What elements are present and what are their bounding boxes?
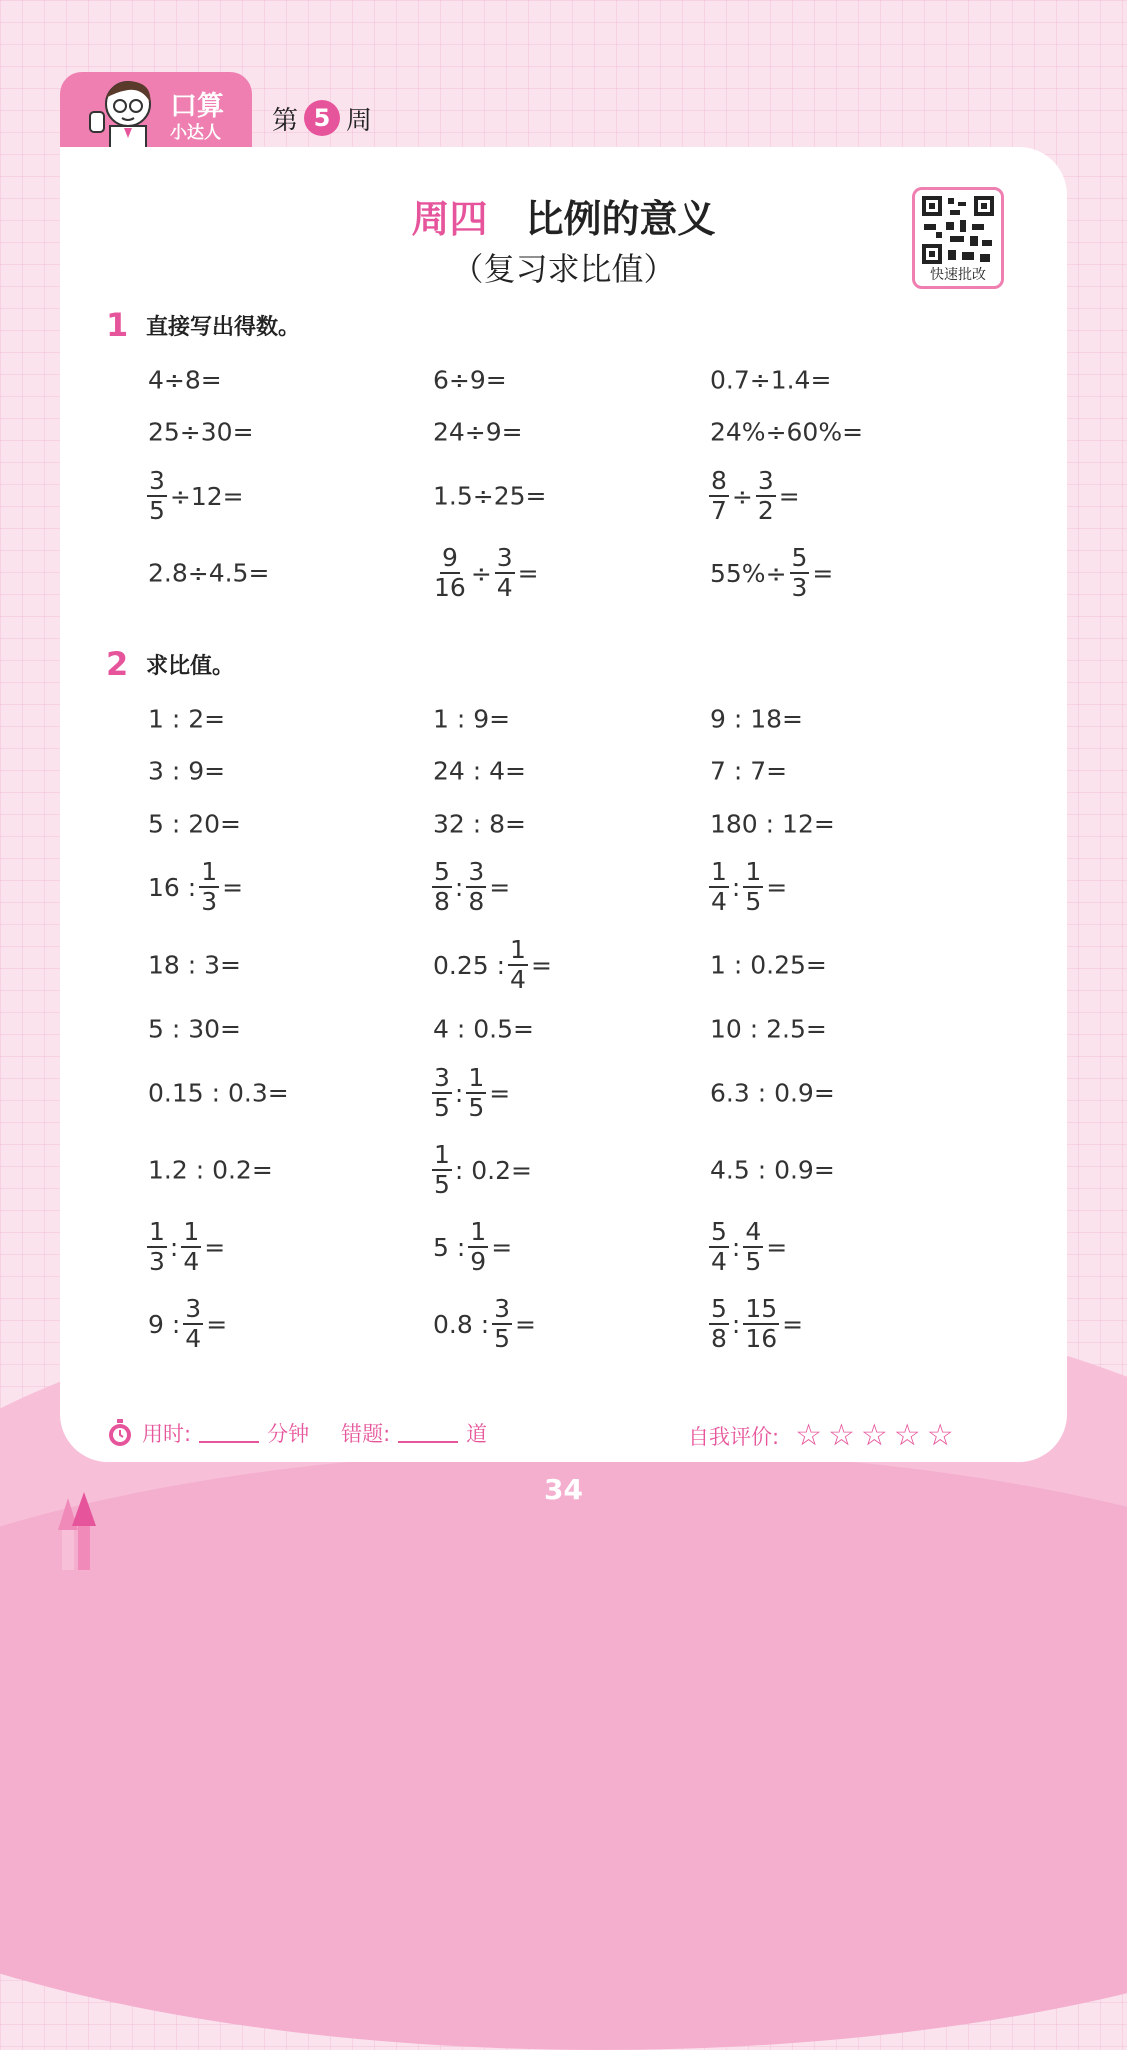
section2-problem[interactable] [431,705,512,734]
fraction-denominator: 5 [468,1093,485,1122]
expression-text: 0.8 : [433,1309,490,1339]
expression-text: ÷12= [169,481,244,511]
expression-text: 16 : [148,872,197,902]
expression-text: 10 : 2.5= [710,1014,827,1044]
star-icon[interactable]: ☆ [860,1418,888,1453]
expression-text: 1 : 0.25= [710,950,827,980]
section1-number: 1 [106,306,129,344]
expression-text: 4.5 : 0.9= [710,1155,835,1185]
section1-problem[interactable] [431,482,548,511]
fraction [756,467,776,525]
fraction-numerator: 1 [201,857,218,886]
fraction [199,858,219,916]
fraction-denominator: 2 [757,496,774,525]
fraction-denominator: 5 [434,1093,450,1122]
expression-text: : [169,1232,179,1262]
fraction-denominator: 5 [745,1247,762,1276]
fraction [790,544,810,602]
section2-problem[interactable] [708,858,789,916]
fraction [709,1218,729,1276]
section2-problem[interactable] [431,1015,536,1044]
fraction-numerator: 3 [149,466,165,495]
week-label [272,98,372,138]
tab-title: 口算 [170,91,224,122]
expression-text: 1.2 : 0.2= [148,1155,273,1185]
section2-problem[interactable] [146,951,243,980]
title-day: 周四 [411,197,488,241]
section2-number: 2 [106,645,129,683]
expression-text: = [766,1232,788,1262]
week-prefix: 第 [272,105,299,136]
fraction-numerator: 15 [745,1294,778,1323]
section1-problem[interactable] [431,418,525,447]
alarm-clock-icon [106,1418,134,1448]
fraction-numerator: 5 [711,1294,727,1323]
fraction-numerator: 1 [711,857,727,886]
fraction-numerator: 3 [496,543,513,572]
section2-problem[interactable] [708,810,837,839]
fraction [432,1064,452,1122]
section2-problem[interactable] [146,1295,229,1353]
fraction-numerator: 1 [470,1217,487,1246]
expression-text: 24÷9= [433,417,523,447]
section2-problem[interactable] [431,1141,534,1199]
section2-problem[interactable] [708,1218,789,1276]
fraction-denominator: 4 [711,887,727,916]
fraction-numerator: 1 [510,935,526,964]
fraction-denominator: 5 [745,887,762,916]
expression-text: 0.7÷1.4= [710,365,832,395]
star-icon[interactable]: ☆ [926,1418,954,1453]
fraction-numerator: 1 [745,857,762,886]
fraction-denominator: 9 [470,1247,487,1276]
time-label: 用时: [142,1422,192,1446]
section2-problem[interactable] [708,705,805,734]
fraction-numerator: 1 [434,1140,450,1169]
fraction [495,544,515,602]
fraction-numerator: 5 [434,857,450,886]
fraction-denominator: 7 [711,496,727,525]
errors-unit: 道 [466,1422,488,1446]
expression-text: 1.5÷25= [433,481,547,511]
section1-title: 直接写出得数。 [146,315,301,340]
section2-problem[interactable] [708,757,789,786]
expression-text: = [204,1232,226,1262]
expression-text: : [731,1309,741,1339]
tab-subtitle: 小达人 [170,123,221,143]
title-topic: 比例的意义 [525,197,716,241]
page-number: 34 [544,1473,583,1506]
fraction-denominator: 4 [185,1324,202,1353]
fraction-numerator: 9 [441,543,458,572]
fraction-denominator: 5 [149,496,165,525]
expression-text: : [731,1232,741,1262]
expression-text: ÷ [470,558,492,588]
fraction-denominator: 3 [791,573,808,602]
section2-problem[interactable] [708,1295,805,1353]
section2-problem[interactable] [146,757,227,786]
mascot-icon [84,74,166,148]
expression-text: 55%÷ [710,558,787,588]
fraction-numerator: 5 [791,543,808,572]
section1-problem[interactable] [431,366,509,395]
fraction [743,858,763,916]
section1-problem[interactable] [431,544,541,602]
section2-problem[interactable] [146,810,243,839]
fraction [743,1218,763,1276]
time-record [106,1418,487,1448]
fraction-numerator: 4 [745,1217,762,1246]
section2-problem[interactable] [146,1156,275,1185]
section2-title: 求比值。 [146,654,235,679]
expression-text: 6.3 : 0.9= [710,1078,835,1108]
page-subtitle: （复习求比值） [451,250,676,288]
section1-problem[interactable] [708,544,835,602]
expression-text: ÷ [731,481,753,511]
expression-text: 5 : [433,1232,466,1262]
pencil-icon [54,1492,98,1570]
fraction-denominator: 16 [434,573,466,602]
fraction-denominator: 4 [510,965,526,994]
fraction [468,1218,488,1276]
section2-problem[interactable] [431,810,528,839]
expression-text: = [206,1309,228,1339]
expression-text: 0.25 : [433,950,506,980]
fraction [466,858,486,916]
section2-problem[interactable] [146,705,227,734]
expression-text: : [454,872,464,902]
expression-text: = [515,1309,536,1339]
fraction-denominator: 8 [711,1324,727,1353]
fraction [709,858,729,916]
section1-problem[interactable] [146,467,246,525]
expression-text: = [491,1232,513,1262]
rating-label: 自我评价: [688,1424,780,1449]
section2-problem[interactable] [146,1218,227,1276]
section2-problem[interactable] [146,1079,291,1108]
expression-text: = [530,950,552,980]
fraction-numerator: 3 [434,1063,450,1092]
fraction [183,1295,203,1353]
section1-problem[interactable] [708,467,802,525]
qr-code-icon [922,196,994,264]
expression-text: 9 : 18= [710,704,803,734]
time-unit: 分钟 [267,1422,310,1446]
time-blank[interactable] [199,1423,259,1443]
section2-problem[interactable] [431,757,528,786]
fraction-denominator: 4 [183,1247,200,1276]
section2-problem[interactable] [431,858,512,916]
expression-text: : [454,1078,464,1108]
fraction [432,1141,452,1199]
section2-problem[interactable] [146,858,245,916]
expression-text: = [782,1309,804,1339]
expression-text: 3 : 9= [148,756,226,786]
expression-text: 5 : 20= [148,809,241,839]
section2-problem[interactable] [708,1015,829,1044]
expression-text: = [766,872,788,902]
fraction-numerator: 3 [757,466,774,495]
expression-text: 180 : 12= [710,809,835,839]
fraction [743,1295,779,1353]
expression-text: 0.15 : 0.3= [148,1078,289,1108]
fraction-denominator: 3 [201,887,218,916]
fraction [492,1295,512,1353]
fraction-denominator: 3 [149,1247,165,1276]
expression-text: = [812,558,834,588]
expression-text: = [489,872,511,902]
section2-problem[interactable] [431,1064,512,1122]
fraction-numerator: 1 [149,1217,165,1246]
fraction-numerator: 3 [494,1294,511,1323]
star-icon[interactable]: ☆ [893,1418,921,1453]
section2-problem[interactable] [146,1015,243,1044]
fraction [147,1218,167,1276]
star-icon[interactable]: ☆ [827,1418,855,1453]
section2-problem[interactable] [431,936,554,994]
section2-problem[interactable] [431,1218,514,1276]
section1-problem[interactable] [708,366,833,395]
expression-text: = [778,481,800,511]
expression-text: 25÷30= [148,417,254,447]
expression-text: 24 : 4= [433,756,526,786]
fraction [709,1295,729,1353]
fraction-denominator: 16 [745,1324,778,1353]
fraction-denominator: 4 [496,573,513,602]
expression-text: 9 : [148,1309,181,1339]
expression-text: = [222,872,244,902]
errors-blank[interactable] [398,1423,458,1443]
fraction [432,858,452,916]
fraction-denominator: 5 [494,1324,511,1353]
expression-text: 1 : 2= [148,704,226,734]
errors-label: 错题: [341,1422,391,1446]
fraction-denominator: 8 [434,887,450,916]
star-icon[interactable]: ☆ [795,1418,822,1453]
expression-text: : 0.2= [454,1155,532,1185]
expression-text: 4÷8= [148,365,222,395]
expression-text: 4 : 0.5= [433,1014,534,1044]
expression-text: 7 : 7= [710,756,788,786]
expression-text: = [489,1078,511,1108]
expression-text: 32 : 8= [433,809,526,839]
fraction-denominator: 4 [711,1247,727,1276]
section1-problem[interactable] [146,366,224,395]
fraction-denominator: 5 [434,1170,450,1199]
fraction-denominator: 8 [468,887,485,916]
section1-problem[interactable] [146,418,256,447]
fraction-numerator: 3 [185,1294,202,1323]
section1-problem[interactable] [146,559,271,588]
fraction-numerator: 1 [468,1063,485,1092]
section2-problem[interactable] [708,951,829,980]
fraction [147,467,167,525]
bottom-wave-dark [0,1450,1127,2050]
fraction-numerator: 5 [711,1217,727,1246]
fraction [709,467,729,525]
expression-text: 1 : 9= [433,704,511,734]
expression-text: = [517,558,539,588]
fraction [466,1064,486,1122]
expression-text: 18 : 3= [148,950,241,980]
expression-text: 6÷9= [433,365,507,395]
section2-problem[interactable] [431,1295,538,1353]
week-suffix: 周 [346,105,373,136]
fraction [432,544,468,602]
self-rating [688,1418,954,1453]
section2-problem[interactable] [708,1079,837,1108]
week-number-badge: 5 [304,100,340,136]
expression-text: 5 : 30= [148,1014,241,1044]
fraction [508,936,528,994]
expression-text: 2.8÷4.5= [148,558,270,588]
section2-problem[interactable] [708,1156,837,1185]
fraction-numerator: 8 [711,466,727,495]
qr-caption: 快速批改 [930,267,986,283]
fraction-numerator: 3 [468,857,485,886]
section1-problem[interactable] [708,418,865,447]
expression-text: 24%÷60%= [710,417,864,447]
fraction-numerator: 1 [183,1217,200,1246]
expression-text: : [731,872,741,902]
fraction [181,1218,201,1276]
